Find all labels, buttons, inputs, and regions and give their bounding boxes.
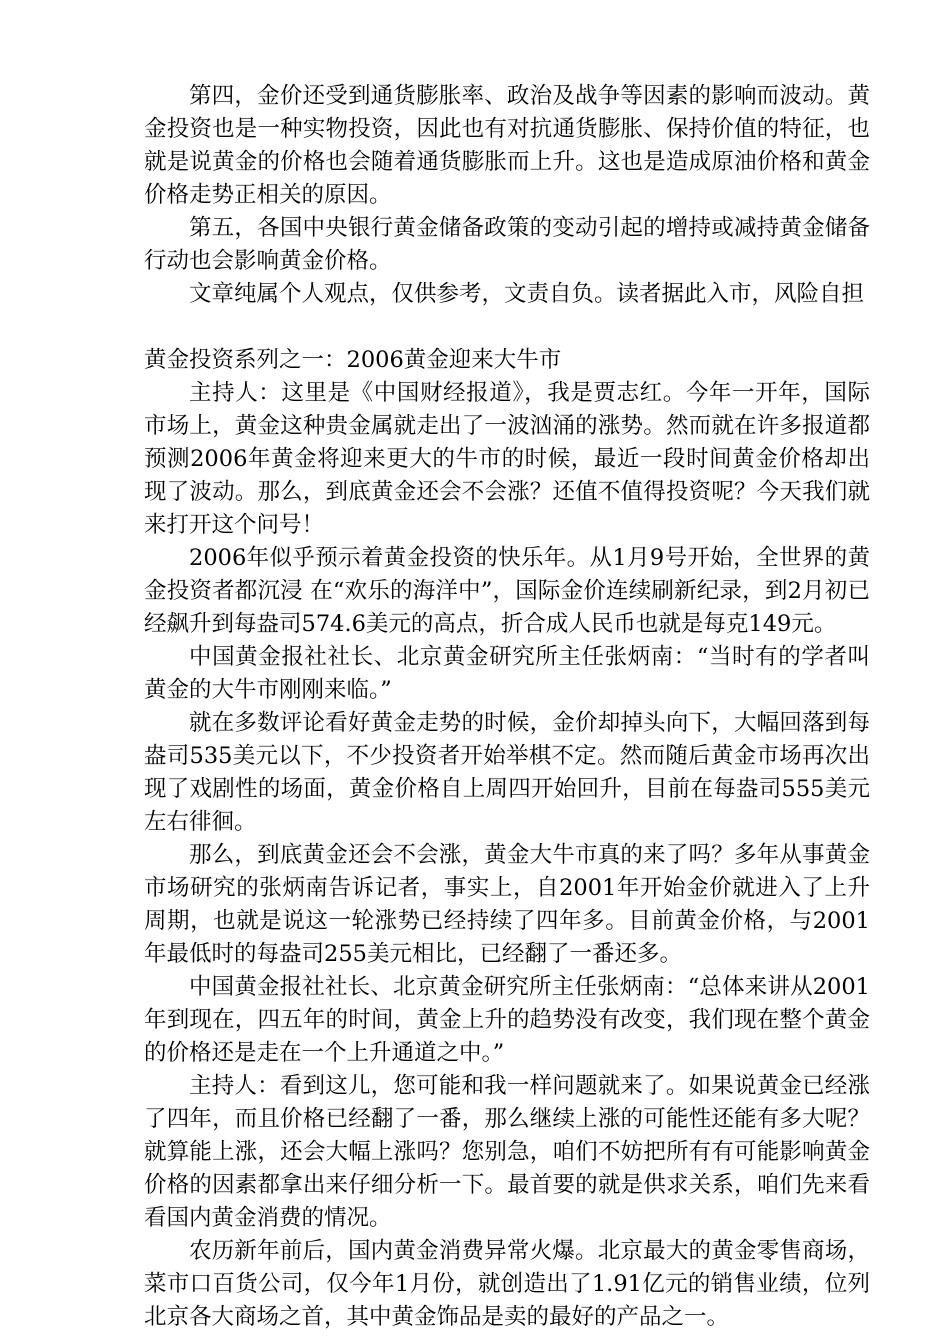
paragraph: 第五，各国中央银行黄金储备政策的变动引起的增持或减持黄金储备行动也会影响黄金价格。 [144, 215, 870, 274]
paragraph: 那么，到底黄金还会不会涨，黄金大牛市真的来了吗？多年从事黄金市场研究的张炳南告诉记者，事实上，自2001年开始金价就进入了上升周期，也就是说这一轮涨势已经持续了四年多。目前黄金价格，与2001年最低时的每盎司255美元相比，已经翻了一番还多。 [144, 842, 870, 967]
paragraph: 农历新年前后，国内黄金消费异常火爆。北京最大的黄金零售商场，菜市口百货公司，仅今年1月份，就创造出了1.91亿元的销售业绩，位列北京各大商场之首，其中黄金饰品是卖的最好的产品之一。 [144, 1238, 870, 1330]
paragraph: 主持人：看到这儿，您可能和我一样问题就来了。如果说黄金已经涨了四年，而且价格已经翻了一番，那么继续上涨的可能性还能有多大呢？就算能上涨，还会大幅上涨吗？您别急，咱们不妨把所有有可能影响黄金价格的因素都拿出来仔细分析一下。最首要的就是供求关系，咱们先来看看国内黄金消费的情况。 [144, 1073, 870, 1231]
paragraph: 中国黄金报社社长、北京黄金研究所主任张炳南：“当时有的学者叫黄金的大牛市刚刚来临。” [144, 644, 870, 703]
blank-line [144, 311, 870, 344]
article-title: 黄金投资系列之一：2006黄金迎来大牛市 [144, 347, 562, 373]
document-page [144, 80, 870, 1334]
paragraph: 第四，金价还受到通货膨胀率、政治及战争等因素的影响而波动。黄金投资也是一种实物投资，因此也有对抗通货膨胀、保持价值的特征，也就是说黄金的价格也会随着通货膨胀而上升。这也是造成原油价格和黄金价格走势正相关的原因。 [144, 83, 870, 208]
paragraph: 主持人：这里是《中国财经报道》，我是贾志红。今年一开年，国际市场上，黄金这种贵金属就走出了一波汹涌的涨势。然而就在许多报道都预测2006年黄金将迎来更大的牛市的时候，最近一段时间黄金价格却出现了波动。那么，到底黄金还会不会涨？还值不值得投资呢？今天我们就来打开这个问号！ [144, 380, 870, 538]
paragraph: 就在多数评论看好黄金走势的时候，金价却掉头向下，大幅回落到每盎司535美元以下，不少投资者开始举棋不定。然而随后黄金市场再次出现了戏剧性的场面，黄金价格自上周四开始回升，目前在每盎司555美元左右徘徊。 [144, 710, 870, 835]
paragraph: 2006年似乎预示着黄金投资的快乐年。从1月9号开始，全世界的黄金投资者都沉浸 在“欢乐的海洋中”，国际金价连续刷新纪录，到2月初已经飙升到每盎司574.6美元的高点，折合成人民币也就是每克149元。 [144, 545, 870, 637]
paragraph: 文章纯属个人观点，仅供参考，文责自负。读者据此入市，风险自担 [189, 281, 865, 307]
paragraph: 中国黄金报社社长、北京黄金研究所主任张炳南：“总体来讲从2001年到现在，四五年的时间，黄金上升的趋势没有改变，我们现在整个黄金的价格还是走在一个上升通道之中。” [144, 974, 870, 1066]
